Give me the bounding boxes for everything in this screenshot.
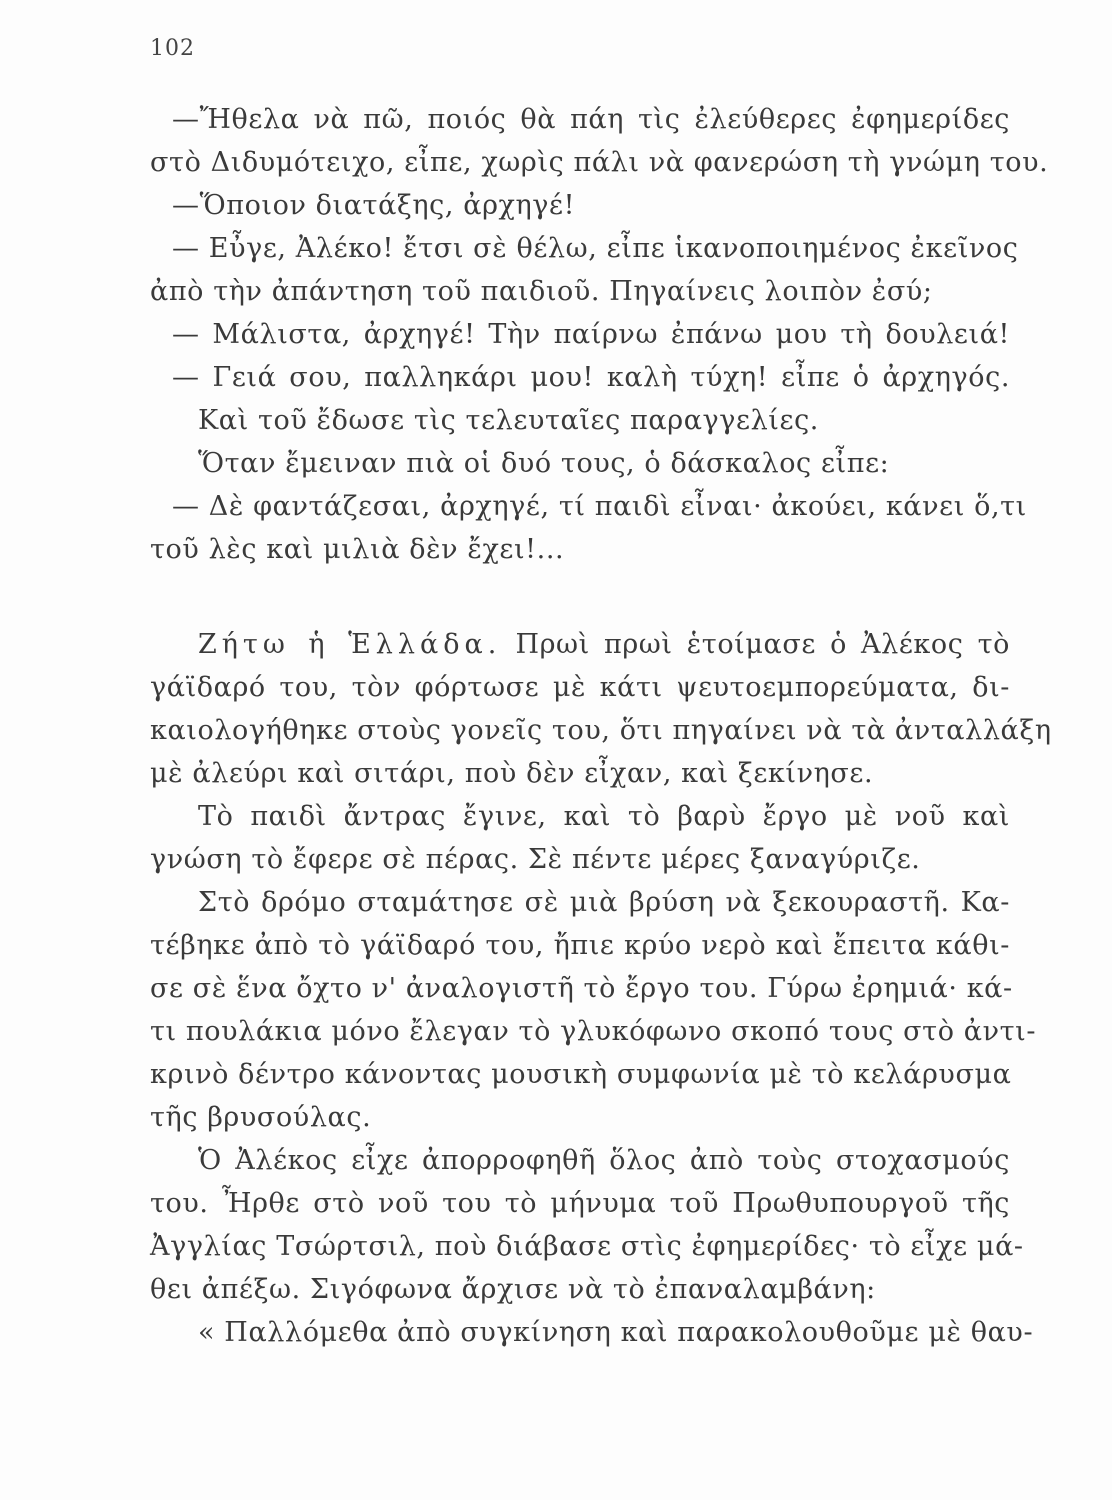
text-line: μὲ ἀλεύρι καὶ σιτάρι, ποὺ δὲν εἶχαν, καὶ ξεκίνησε.	[150, 758, 874, 789]
text-line	[150, 623, 1010, 666]
body-text	[150, 98, 1052, 1354]
text-line: — Μάλιστα, ἀρχηγέ! Τὴν παίρνω ἐπάνω μου τὴ δουλειά!	[172, 319, 1010, 350]
text-line: — Εὖγε, Ἀλέκο! ἔτσι σὲ θέλω, εἶπε ἱκανοποιημένος ἐκεῖνος	[172, 233, 1019, 264]
text-line: — Δὲ φαντάζεσαι, ἀρχηγέ, τί παιδὶ εἶναι· ἀκούει, κάνει ὅ,τι	[172, 491, 1027, 522]
text-line: του. Ἦρθε στὸ νοῦ του τὸ μήνυμα τοῦ Πρωθυπουργοῦ τῆς	[150, 1188, 1010, 1219]
text-line: ἀπὸ τὴν ἀπάντηση τοῦ παιδιοῦ. Πηγαίνεις λοιπὸν ἐσύ;	[150, 276, 933, 307]
text-line: τῆς βρυσούλας.	[150, 1102, 372, 1133]
text-line: κρινὸ δέντρο κάνοντας μουσικὴ συμφωνία μὲ τὸ κελάρυσμα	[150, 1059, 1012, 1090]
heading-line-rest: Πρωὶ πρωὶ ἑτοίμασε ὁ Ἀλέκος τὸ	[515, 629, 1010, 660]
text-line: —Ἤθελα νὰ πῶ, ποιός θὰ πάη τὶς ἐλεύθερες ἐφημερίδες	[172, 104, 1010, 135]
text-line: γάϊδαρό του, τὸν φόρτωσε μὲ κάτι ψευτοεμπορεύματα, δι-	[150, 672, 1010, 703]
narrative-section	[150, 623, 1052, 1354]
text-line: τοῦ λὲς καὶ μιλιὰ δὲν ἔχει!...	[150, 534, 565, 565]
text-line: στὸ Διδυμότειχο, εἶπε, χωρὶς πάλι νὰ φανερώση τὴ γνώμη του.	[150, 147, 1049, 178]
text-line: θει ἀπέξω. Σιγόφωνα ἄρχισε νὰ τὸ ἐπαναλαμβάνη:	[150, 1274, 876, 1305]
text-line: Ἀγγλίας Τσώρτσιλ, ποὺ διάβασε στὶς ἐφημερίδες· τὸ εἶχε μά-	[150, 1231, 1024, 1262]
text-line: σε σὲ ἕνα ὄχτο ν' ἀναλογιστῆ τὸ ἔργο του. Γύρω ἐρημιά· κά-	[150, 973, 1013, 1004]
page-number: 102	[150, 36, 195, 61]
text-line: Καὶ τοῦ ἔδωσε τὶς τελευταῖες παραγγελίες.	[198, 405, 819, 436]
text-line: καιολογήθηκε στοὺς γονεῖς του, ὅτι πηγαίνει νὰ τὰ ἀνταλλάξη	[150, 715, 1052, 746]
text-line: Ὅταν ἔμειναν πιὰ οἱ δυό τους, ὁ δάσκαλος εἶπε:	[198, 448, 890, 479]
dialogue-section	[150, 98, 1049, 571]
text-line: Ὁ Ἀλέκος εἶχε ἀπορροφηθῆ ὅλος ἀπὸ τοὺς στοχασμούς	[198, 1145, 1010, 1176]
text-line: — Γειά σου, παλληκάρι μου! καλὴ τύχη! εἶπε ὁ ἀρχηγός.	[172, 362, 1010, 393]
text-line: Στὸ δρόμο σταμάτησε σὲ μιὰ βρύση νὰ ξεκουραστῆ. Κα-	[198, 887, 1010, 918]
text-line: τι πουλάκια μόνο ἔλεγαν τὸ γλυκόφωνο σκοπό τους στὸ ἀντι-	[150, 1016, 1037, 1047]
section-gap	[150, 571, 1010, 623]
text-line: τέβηκε ἀπὸ τὸ γάϊδαρό του, ἤπιε κρύο νερὸ καὶ ἔπειτα κάθι-	[150, 930, 1010, 961]
text-line: « Παλλόμεθα ἀπὸ συγκίνηση καὶ παρακολουθοῦμε μὲ θαυ-	[198, 1317, 1034, 1348]
section-heading: Ζήτω ἡ Ἑλλάδα.	[198, 629, 502, 660]
text-line: γνώση τὸ ἔφερε σὲ πέρας. Σὲ πέντε μέρες ξαναγύριζε.	[150, 844, 921, 875]
text-line: —Ὅποιον διατάξης, ἀρχηγέ!	[172, 190, 576, 221]
text-line: Τὸ παιδὶ ἄντρας ἔγινε, καὶ τὸ βαρὺ ἔργο μὲ νοῦ καὶ	[198, 801, 1010, 832]
